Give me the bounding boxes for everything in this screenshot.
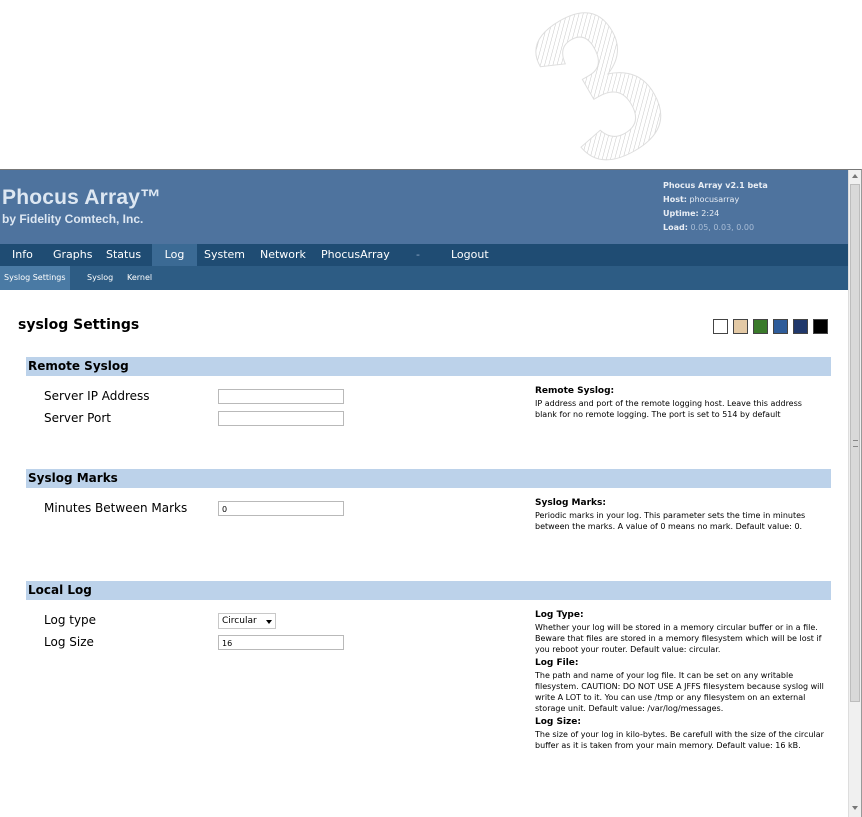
theme-swatch-navy[interactable] bbox=[793, 319, 808, 334]
help-log-size-text: The size of your log in kilo-bytes. Be carefull with the size of the circular buffer as it is taken from your main memory. Default value: 16 kB. bbox=[535, 730, 824, 750]
minutes-between-marks-input[interactable]: 0 bbox=[218, 501, 344, 516]
help-log-size-title: Log Size: bbox=[535, 717, 582, 727]
section-title: Remote Syslog bbox=[28, 359, 129, 373]
help-syslog-marks bbox=[535, 498, 825, 532]
uptime-label: Uptime: bbox=[663, 209, 699, 218]
host-label: Host: bbox=[663, 195, 687, 204]
nav-phocusarray[interactable]: PhocusArray bbox=[321, 248, 390, 261]
page-title: syslog Settings bbox=[18, 317, 140, 333]
log-type-value: Circular bbox=[222, 616, 257, 626]
log-size-label: Log Size bbox=[44, 635, 94, 649]
server-ip-label: Server IP Address bbox=[44, 389, 150, 403]
system-info bbox=[663, 179, 768, 235]
help-local-log bbox=[535, 610, 825, 751]
theme-swatch-blue[interactable] bbox=[773, 319, 788, 334]
nav-info[interactable]: Info bbox=[12, 248, 33, 261]
server-port-label: Server Port bbox=[44, 411, 111, 425]
version-label: Phocus Array v2.1 beta bbox=[663, 181, 768, 190]
watermark-digit-3 bbox=[520, 0, 680, 170]
nav-graphs[interactable]: Graphs bbox=[53, 248, 93, 261]
server-ip-input[interactable] bbox=[218, 389, 344, 404]
help-text: IP address and port of the remote logging host. Leave this address blank for no remote logging. The port is set to 514 by default bbox=[535, 399, 802, 419]
section-remote-syslog bbox=[26, 357, 831, 376]
theme-swatch-green[interactable] bbox=[753, 319, 768, 334]
brand-subtitle: by Fidelity Comtech, Inc. bbox=[2, 212, 144, 226]
subnav-kernel[interactable]: Kernel bbox=[127, 273, 153, 282]
main-content bbox=[0, 290, 848, 817]
log-type-select[interactable] bbox=[218, 613, 276, 629]
nav-system[interactable]: System bbox=[204, 248, 246, 261]
theme-swatch-tan[interactable] bbox=[733, 319, 748, 334]
scroll-up-arrow-icon[interactable] bbox=[849, 170, 862, 183]
header bbox=[0, 170, 848, 244]
nav-logout[interactable]: Logout bbox=[451, 248, 489, 261]
sub-nav bbox=[0, 266, 848, 290]
help-text: Periodic marks in your log. This parameter sets the time in minutes between the marks. A value of 0 means no mark. Default value: 0. bbox=[535, 511, 806, 531]
minutes-between-marks-label: Minutes Between Marks bbox=[44, 501, 188, 515]
log-type-label: Log type bbox=[44, 613, 97, 627]
load-value: 0.05, 0.03, 0.00 bbox=[690, 223, 755, 232]
browser-viewport bbox=[0, 169, 862, 817]
brand bbox=[2, 186, 161, 226]
help-title: Syslog Marks: bbox=[535, 498, 606, 508]
help-log-type-title: Log Type: bbox=[535, 610, 584, 620]
nav-separator: - bbox=[416, 248, 420, 261]
chevron-down-icon bbox=[266, 620, 272, 624]
host-value: phocusarray bbox=[689, 195, 740, 204]
section-syslog-marks bbox=[26, 469, 831, 488]
log-size-input[interactable]: 16 bbox=[218, 635, 344, 650]
subnav-syslog[interactable]: Syslog bbox=[87, 273, 114, 282]
scroll-thumb[interactable] bbox=[850, 184, 860, 702]
theme-swatch-black[interactable] bbox=[813, 319, 828, 334]
scroll-down-arrow-icon[interactable] bbox=[849, 802, 862, 815]
nav-network[interactable]: Network bbox=[260, 248, 306, 261]
help-log-file-text: The path and name of your log file. It can be set on any writable filesystem. CAUTION: DO NOT USE A JFFS filesystem because syslog will write A LOT to it. You can use /tmp or any filesystem on an external storage unit. Default value: /var/log/messages. bbox=[535, 671, 824, 713]
section-title: Syslog Marks bbox=[28, 471, 118, 485]
help-log-file-title: Log File: bbox=[535, 658, 579, 668]
nav-status[interactable]: Status bbox=[106, 248, 142, 261]
vertical-scrollbar[interactable] bbox=[848, 170, 862, 817]
theme-swatch-white[interactable] bbox=[713, 319, 728, 334]
nav-log[interactable]: Log bbox=[152, 244, 197, 266]
help-log-type-text: Whether your log will be stored in a memory circular buffer or in a file. Beware that files are stored in a memory filesystem which will be lost if you reboot your router. Default value: circular. bbox=[535, 623, 822, 654]
load-label: Load: bbox=[663, 223, 688, 232]
server-port-input[interactable] bbox=[218, 411, 344, 426]
uptime-value: 2:24 bbox=[701, 209, 720, 218]
help-remote-syslog bbox=[535, 386, 825, 420]
main-nav bbox=[0, 244, 848, 266]
brand-title: Phocus Array™ bbox=[2, 186, 162, 209]
help-title: Remote Syslog: bbox=[535, 386, 615, 396]
section-local-log bbox=[26, 581, 831, 600]
subnav-syslog-settings[interactable]: Syslog Settings bbox=[0, 266, 70, 290]
section-title: Local Log bbox=[28, 583, 92, 597]
